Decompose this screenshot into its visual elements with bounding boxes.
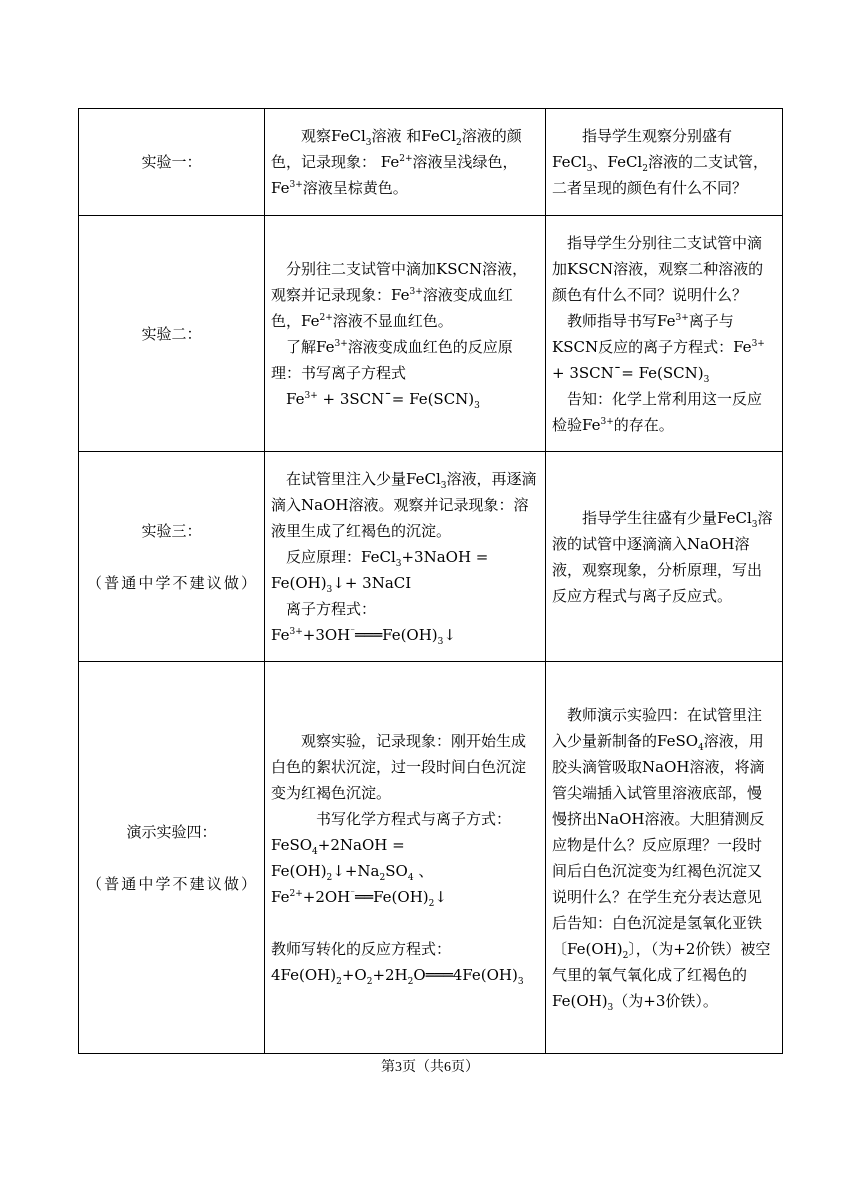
teacher-activity [546, 662, 783, 1054]
page-footer: 第3页（共6页） [381, 1060, 479, 1075]
table-row [79, 109, 783, 216]
student-text: 观察FeCl$_3$溶液 和FeCl$_2$溶液的颜色，记录现象： $Fe^{2+}$溶液呈浅绿色，$Fe^{3+}$溶液呈棕黄色。 [271, 127, 522, 197]
teacher-text: 指导学生分别往二支试管中滴加KSCN溶液，观察二种溶液的颜色有什么不同？说明什么？ [552, 233, 764, 304]
student-text: 在试管里注入少量FeCl$_3$溶液，再逐滴滴入NaOH溶液。观察并记录现象：溶液里生成了红褐色的沉淀。 [271, 469, 537, 540]
row-label: 实验二： [79, 216, 265, 452]
student-text: 观察实验，记录现象：刚开始生成白色的絮状沉淀，过一段时间白色沉淀变为红褐色沉淀。 [271, 731, 527, 802]
teacher-activity [546, 109, 783, 216]
equation: 离子方程式：$Fe^{3+}+3OH^{^-}═══Fe(OH)_3↓$ [271, 599, 456, 647]
equation: 反应原理：FeCl$_3$+3NaOH = $Fe(OH)_3↓+$ 3NaCI [271, 547, 489, 595]
student-activity [265, 452, 546, 662]
row-label: 演示实验四： （普通中学不建议做） [79, 662, 265, 1054]
table-row [79, 216, 783, 452]
student-activity [265, 216, 546, 452]
teacher-text: 教师指导书写$Fe^{3+}$离子与KSCN反应的离子方程式：$Fe^{3+}$ + 3SCN¯= $Fe(SCN)_3$ [552, 311, 765, 385]
teacher-text: 告知：化学上常利用这一反应检验$Fe^{3+}$的存在。 [552, 389, 763, 434]
student-text: 分别往二支试管中滴加KSCN溶液，观察并记录现象：$Fe^{3+}$溶液变成血红色，$Fe^{2+}$溶液不显血红色。 [271, 259, 528, 330]
row-note: （普通中学不建议做） [87, 874, 256, 893]
teacher-text: 教师演示实验四：在试管里注入少量新制备的FeSO$_4$溶液，用胶头滴管吸取NaOH溶液，将滴管尖端插入试管里溶液底部，慢慢挤出NaOH溶液。大胆猜测反应物是什么？反应原理？一段时间后白色沉淀变为红褐色沉淀又说明什么？在学生充分表达意见后告知：白色沉淀是氢氧化亚铁〔$Fe(OH)_2$〕，（为+2价铁）被空气里的氧气氧化成了红褐色的$Fe(OH)_3$（为+3价铁）。 [552, 705, 771, 1013]
student-text: 了解$Fe^{3+}$溶液变成血红色的反应原理：书写离子方程式 [271, 337, 513, 382]
table-row [79, 452, 783, 662]
table-row [79, 662, 783, 1054]
student-activity [265, 662, 546, 1054]
teacher-activity [546, 216, 783, 452]
lesson-table [78, 108, 783, 1054]
row-label: 实验一： [79, 109, 265, 216]
equation: 教师写转化的反应方程式：$4Fe(OH)_2+O_2+2H_2O═══4Fe(OH)_3$ [271, 939, 524, 987]
teacher-activity [546, 452, 783, 662]
row-note: （普通中学不建议做） [87, 573, 256, 592]
equation: $Fe^{3+}$ + 3SCN¯= $Fe(SCN)_3$ [286, 389, 480, 411]
teacher-text: 指导学生往盛有少量FeCl$_3$溶液的试管中逐滴滴入NaOH溶液，观察现象，分析原理，写出反应方程式与离子反应式。 [552, 508, 773, 605]
teacher-text: 指导学生观察分别盛有FeCl$_3$、FeCl$_2$溶液的二支试管，二者呈现的颜色有什么不同？ [552, 127, 768, 197]
student-text: 书写化学方程式与离子方式：FeSO$_4$+2NaOH = $Fe(OH)_2↓+Na_2SO_4$ 、$Fe^{2+}+2OH^{^-}══Fe(OH)_2↓$ [271, 809, 512, 909]
student-activity [265, 109, 546, 216]
row-label: 实验三： （普通中学不建议做） [79, 452, 265, 662]
